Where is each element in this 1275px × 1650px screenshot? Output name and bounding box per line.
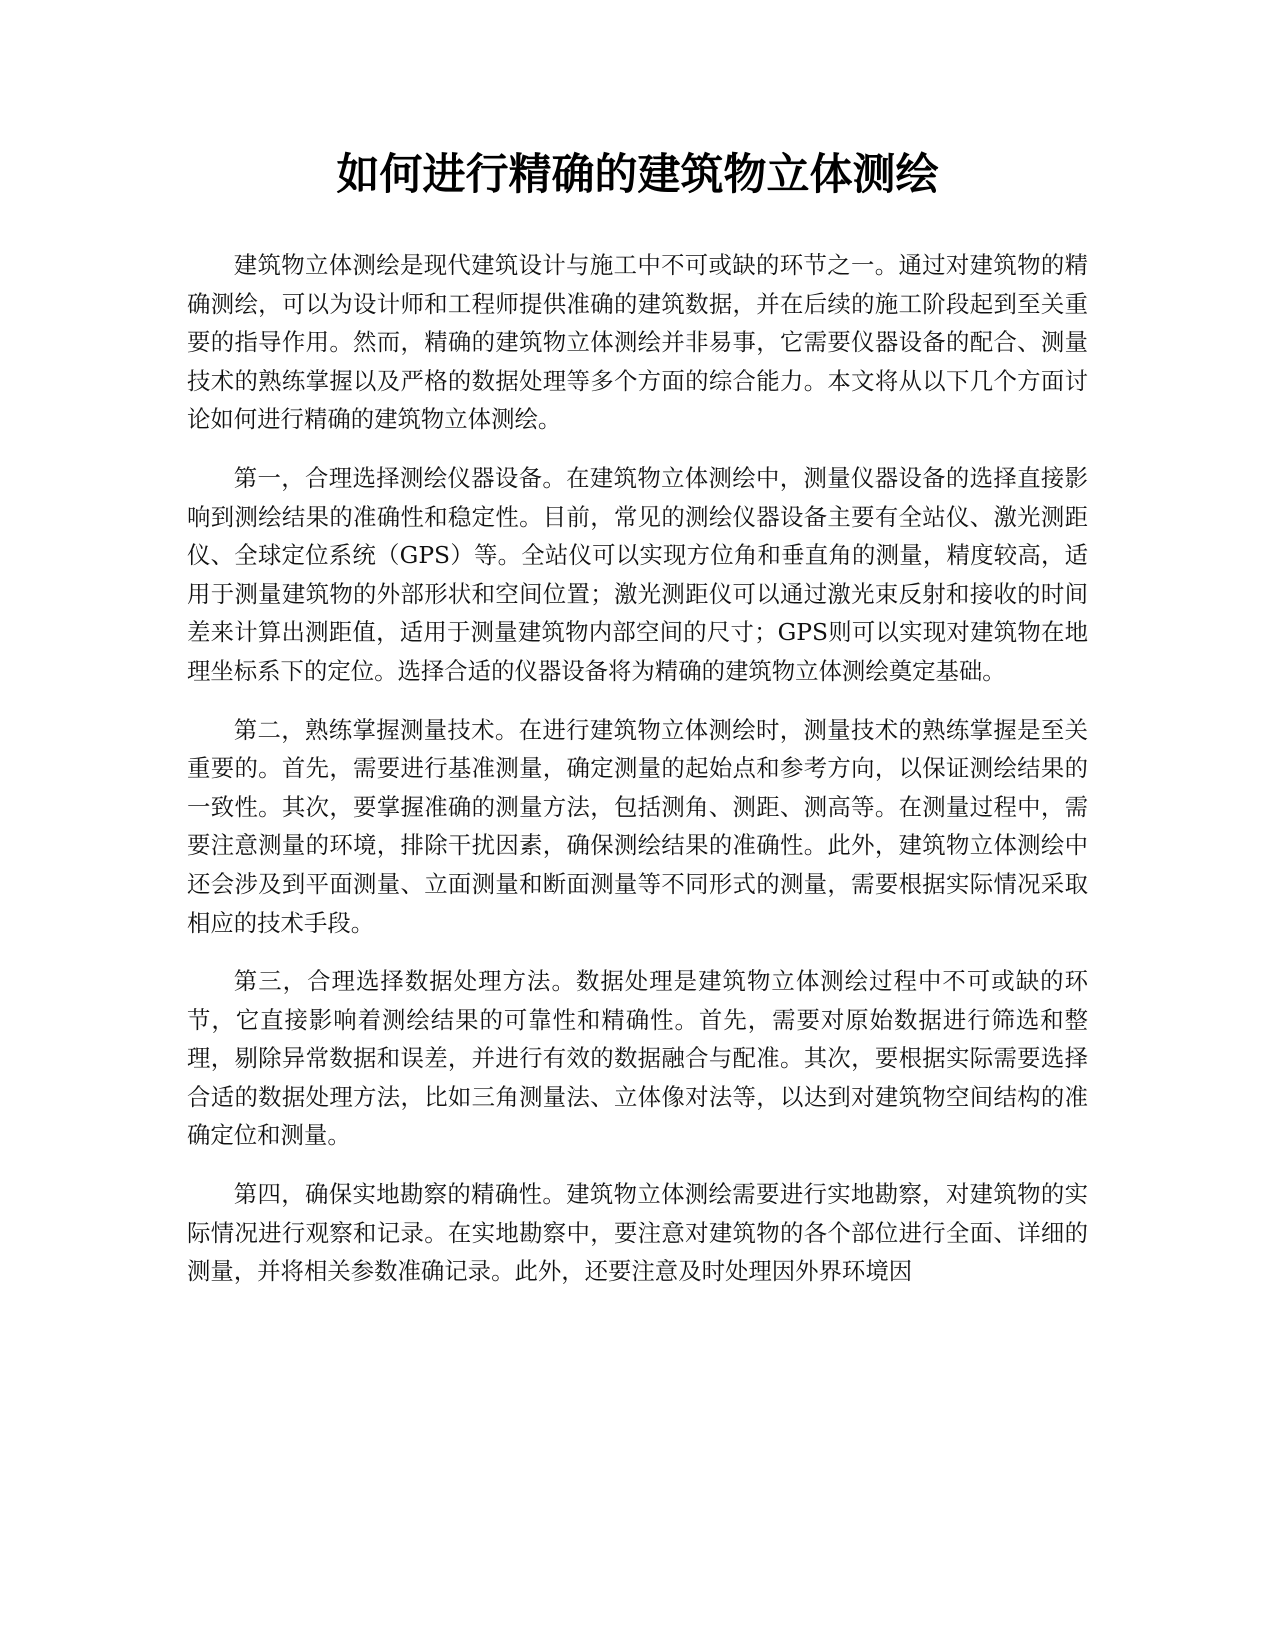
document-title: 如何进行精确的建筑物立体测绘 bbox=[336, 150, 939, 200]
paragraph-intro: 建筑物立体测绘是现代建筑设计与施工中不可或缺的环节之一。通过对建筑物的精确测绘，可以为设计师和工程师提供准确的建筑数据，并在后续的施工阶段起到至关重要的指导作用。然而，精确的建筑物立体测绘并非易事，它需要仪器设备的配合、测量技术的熟练掌握以及严格的数据处理等多个方面的综合能力。本文将从以下几个方面讨论如何进行精确的建筑物立体测绘。 bbox=[187, 251, 1088, 434]
paragraph-field-survey: 第四，确保实地勘察的精确性。建筑物立体测绘需要进行实地勘察，对建筑物的实际情况进行观察和记录。在实地勘察中，要注意对建筑物的各个部位进行全面、详细的测量，并将相关参数准确记录。此外，还要注意及时处理因外界环境因 bbox=[187, 1180, 1088, 1286]
paragraph-data-processing: 第三，合理选择数据处理方法。数据处理是建筑物立体测绘过程中不可或缺的环节，它直接影响着测绘结果的可靠性和精确性。首先，需要对原始数据进行筛选和整理，剔除异常数据和误差，并进行有效的数据融合与配准。其次，要根据实际需要选择合适的数据处理方法，比如三角测量法、立体像对法等，以达到对建筑物空间结构的准确定位和测量。 bbox=[187, 967, 1088, 1150]
paragraph-instruments: 第一，合理选择测绘仪器设备。在建筑物立体测绘中，测量仪器设备的选择直接影响到测绘结果的准确性和稳定性。目前，常见的测绘仪器设备主要有全站仪、激光测距仪、全球定位系统（GPS）等。全站仪可以实现方位角和垂直角的测量，精度较高，适用于测量建筑物的外部形状和空间位置；激光测距仪可以通过激光束反射和接收的时间差来计算出测距值，适用于测量建筑物内部空间的尺寸；GPS则可以实现对建筑物在地理坐标系下的定位。选择合适的仪器设备将为精确的建筑物立体测绘奠定基础。 bbox=[187, 463, 1088, 685]
paragraph-techniques: 第二，熟练掌握测量技术。在进行建筑物立体测绘时，测量技术的熟练掌握是至关重要的。首先，需要进行基准测量，确定测量的起始点和参考方向，以保证测绘结果的一致性。其次，要掌握准确的测量方法，包括测角、测距、测高等。在测量过程中，需要注意测量的环境，排除干扰因素，确保测绘结果的准确性。此外，建筑物立体测绘中还会涉及到平面测量、立面测量和断面测量等不同形式的测量，需要根据实际情况采取相应的技术手段。 bbox=[187, 715, 1088, 937]
document-body bbox=[187, 246, 1088, 1311]
